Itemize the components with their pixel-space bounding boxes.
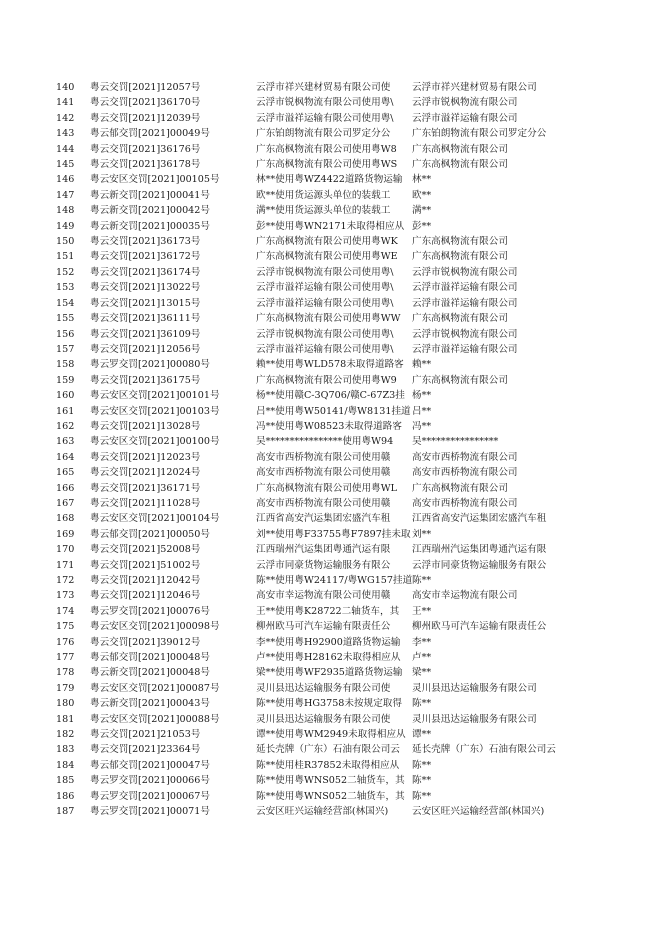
party-name: 广东高枫物流有限公司 <box>412 236 508 248</box>
case-party-description: 广东高枫物流有限公司使用粤W8 <box>256 143 397 155</box>
document-number: 粤云罗交罚[2021]00071号 <box>90 806 210 818</box>
party-name: 云浮市溢祥运输有限公司 <box>412 282 518 294</box>
party-name: 云浮市锐枫物流有限公司 <box>412 328 518 340</box>
document-number: 粤云交罚[2021]36171号 <box>90 482 201 494</box>
table-row <box>56 681 586 696</box>
case-party-description: 陈**使用桂R37852未取得相应从 <box>256 759 400 771</box>
table-row <box>56 172 586 187</box>
row-number: 179 <box>56 682 75 694</box>
row-number: 152 <box>56 266 75 278</box>
party-name: 云浮市锐枫物流有限公司 <box>412 97 518 109</box>
document-number: 粤云交罚[2021]12042号 <box>90 575 201 586</box>
row-number: 187 <box>56 806 75 818</box>
row-number: 176 <box>56 636 75 648</box>
table-row <box>56 342 586 357</box>
document-number: 粤云交罚[2021]12024号 <box>90 467 201 479</box>
party-name: 广东高枫物流有限公司 <box>412 313 508 325</box>
party-name: 陈** <box>412 575 432 586</box>
row-number: 146 <box>56 174 75 186</box>
table-row <box>56 280 586 295</box>
case-party-description: 云浮市锐枫物流有限公司使用粤\ <box>256 328 394 340</box>
document-number: 粤云新交罚[2021]00048号 <box>90 667 210 679</box>
party-name: 谭** <box>412 729 432 741</box>
party-name: 陈** <box>412 775 432 787</box>
case-party-description: 高安市西桥物流有限公司使用赣 <box>256 451 391 463</box>
table-row <box>56 696 586 711</box>
document-number: 粤云安区交罚[2021]00105号 <box>90 174 220 186</box>
table-row <box>56 311 586 326</box>
party-name: 广东高枫物流有限公司 <box>412 159 508 171</box>
party-name: 林** <box>412 174 432 186</box>
case-party-description: 王**使用粤K28722二轴货车，其 <box>256 605 400 617</box>
party-name: 云浮市溢祥运输有限公司 <box>412 297 518 309</box>
case-party-description: 云浮市锐枫物流有限公司使用粤\ <box>256 97 394 109</box>
document-number: 粤云新交罚[2021]00035号 <box>90 220 210 232</box>
case-party-description: 云浮市同豪货物运输服务有限公 <box>256 559 391 571</box>
party-name: 吴**************** <box>412 436 499 448</box>
row-number: 167 <box>56 497 75 509</box>
document-number: 粤云新交罚[2021]00041号 <box>90 189 210 201</box>
table-row <box>56 758 586 773</box>
row-number: 159 <box>56 374 75 386</box>
row-number: 169 <box>56 528 75 540</box>
row-number: 141 <box>56 97 75 109</box>
table-row <box>56 188 586 203</box>
table-row <box>56 573 586 588</box>
case-party-description: 冯**使用粤W08523未取得道路客 <box>256 420 402 432</box>
case-party-description: 杨**使用赣C-3Q706/赣C-67Z3挂 <box>256 390 405 402</box>
party-name: 彭** <box>412 220 432 232</box>
document-number: 粤云安区交罚[2021]00098号 <box>90 621 220 633</box>
table-row <box>56 157 586 172</box>
document-number: 粤云安区交罚[2021]00100号 <box>90 436 220 448</box>
document-number: 粤云交罚[2021]36170号 <box>90 97 201 109</box>
table-row <box>56 80 586 95</box>
row-number: 160 <box>56 390 75 402</box>
row-number: 171 <box>56 559 75 571</box>
document-number: 粤云郁交罚[2021]00047号 <box>90 759 210 771</box>
row-number: 186 <box>56 790 75 802</box>
row-number: 180 <box>56 698 75 710</box>
document-number: 粤云交罚[2021]36173号 <box>90 236 201 248</box>
document-number: 粤云交罚[2021]23364号 <box>90 744 201 756</box>
table-row <box>56 434 586 449</box>
party-name: 赖** <box>412 359 432 371</box>
table-row <box>56 496 586 511</box>
table-row <box>56 234 586 249</box>
party-name: 广东高枫物流有限公司 <box>412 482 508 494</box>
row-number: 150 <box>56 236 75 248</box>
document-number: 粤云交罚[2021]12056号 <box>90 343 201 355</box>
table-row <box>56 95 586 110</box>
table-row <box>56 635 586 650</box>
table-row <box>56 111 586 126</box>
row-number: 155 <box>56 313 75 325</box>
table-row <box>56 773 586 788</box>
party-name: 灵川县迅达运输服务有限公司 <box>412 713 537 725</box>
row-number: 145 <box>56 159 75 171</box>
case-party-description: 高安市西桥物流有限公司使用赣 <box>256 497 391 509</box>
document-number: 粤云交罚[2021]39012号 <box>90 636 201 648</box>
table-row <box>56 327 586 342</box>
case-party-description: 柳州欧马可汽车运输有限责任公 <box>256 621 391 633</box>
party-name: 灵川县迅达运输服务有限公司 <box>412 682 537 694</box>
table-row <box>56 789 586 804</box>
document-number: 粤云交罚[2021]21053号 <box>90 729 201 741</box>
document-number: 粤云郁交罚[2021]00050号 <box>90 528 210 540</box>
party-name: 高安市西桥物流有限公司 <box>412 467 518 479</box>
table-row <box>56 650 586 665</box>
document-number: 粤云新交罚[2021]00043号 <box>90 698 210 710</box>
party-name: 广东高枫物流有限公司 <box>412 374 508 386</box>
document-number: 粤云罗交罚[2021]00066号 <box>90 775 210 787</box>
case-party-description: 陈**使用粤WNS052二轴货车，其 <box>256 790 405 802</box>
document-number: 粤云罗交罚[2021]00067号 <box>90 790 210 802</box>
party-name: 刘** <box>412 528 432 540</box>
row-number: 182 <box>56 729 75 741</box>
case-party-description: 云浮市溢祥运输有限公司使用粤\ <box>256 297 394 309</box>
document-number: 粤云交罚[2021]12039号 <box>90 112 201 124</box>
party-name: 高安市西桥物流有限公司 <box>412 497 518 509</box>
document-number: 粤云安区交罚[2021]00087号 <box>90 682 220 694</box>
party-name: 高安市西桥物流有限公司 <box>412 451 518 463</box>
row-number: 154 <box>56 297 75 309</box>
table-row <box>56 804 586 819</box>
case-party-description: 江西瑞州汽运集团粤通汽运有限 <box>256 544 391 556</box>
table-body <box>56 80 586 820</box>
party-name: 满** <box>412 205 432 217</box>
document-number: 粤云交罚[2021]51002号 <box>90 559 201 571</box>
row-number: 151 <box>56 251 75 263</box>
row-number: 157 <box>56 343 75 355</box>
case-party-description: 广东高枫物流有限公司使用粤W9 <box>256 374 397 386</box>
case-party-description: 陈**使用粤W24117/粤WG157挂道 <box>256 575 412 586</box>
case-party-description: 灵川县迅达运输服务有限公司使 <box>256 713 391 725</box>
case-party-description: 江西省高安汽运集团宏盛汽车租 <box>256 513 391 525</box>
row-number: 143 <box>56 128 75 140</box>
table-row <box>56 388 586 403</box>
document-number: 粤云交罚[2021]12046号 <box>90 590 201 602</box>
party-name: 广东铂朗物流有限公司罗定分公 <box>412 128 547 140</box>
document-number: 粤云交罚[2021]52008号 <box>90 544 201 556</box>
case-party-description: 赖**使用粤WLD578未取得道路客 <box>256 359 404 371</box>
party-name: 陈** <box>412 759 432 771</box>
case-party-description: 陈**使用粤HG3758未按规定取得 <box>256 698 402 710</box>
party-name: 梁** <box>412 667 432 679</box>
case-party-description: 陈**使用粤WNS052二轴货车，其 <box>256 775 405 787</box>
party-name: 欧** <box>412 189 432 201</box>
document-number: 粤云罗交罚[2021]00080号 <box>90 359 210 371</box>
row-number: 142 <box>56 112 75 124</box>
party-name: 云浮市同豪货物运输服务有限公 <box>412 559 547 571</box>
case-party-description: 吕**使用粤W50141/粤W8131挂道 <box>256 405 411 417</box>
party-name: 王** <box>412 605 432 617</box>
table-row <box>56 727 586 742</box>
party-name: 陈** <box>412 790 432 802</box>
row-number: 158 <box>56 359 75 371</box>
row-number: 185 <box>56 775 75 787</box>
party-name: 云浮市锐枫物流有限公司 <box>412 266 518 278</box>
case-party-description: 云浮市锐枫物流有限公司使用粤\ <box>256 266 394 278</box>
row-number: 177 <box>56 652 75 664</box>
party-name: 延长壳牌（广东）石油有限公司云 <box>412 744 556 756</box>
row-number: 147 <box>56 189 75 201</box>
case-party-description: 云浮市溢祥运输有限公司使用粤\ <box>256 282 394 294</box>
table-row <box>56 203 586 218</box>
row-number: 153 <box>56 282 75 294</box>
document-number: 粤云安区交罚[2021]00103号 <box>90 405 220 417</box>
document-number: 粤云交罚[2021]36174号 <box>90 266 201 278</box>
party-name: 杨** <box>412 390 432 402</box>
case-party-description: 高安市西桥物流有限公司使用赣 <box>256 467 391 479</box>
row-number: 165 <box>56 467 75 479</box>
row-number: 184 <box>56 759 75 771</box>
document-number: 粤云交罚[2021]36109号 <box>90 328 201 340</box>
party-name: 云安区旺兴运输经营部(林国兴) <box>412 806 545 818</box>
document-number: 粤云交罚[2021]13028号 <box>90 420 201 432</box>
table-row <box>56 588 586 603</box>
table-row <box>56 665 586 680</box>
case-party-description: 广东铂朗物流有限公司罗定分公 <box>256 128 391 140</box>
table-row <box>56 126 586 141</box>
case-party-description: 广东高枫物流有限公司使用粤WS <box>256 159 398 171</box>
row-number: 162 <box>56 420 75 432</box>
document-number: 粤云交罚[2021]12057号 <box>90 82 201 93</box>
document-number: 粤云交罚[2021]36111号 <box>90 313 201 325</box>
document-number: 粤云安区交罚[2021]00104号 <box>90 513 220 525</box>
row-number: 183 <box>56 744 75 756</box>
row-number: 148 <box>56 205 75 217</box>
document-number: 粤云交罚[2021]36178号 <box>90 159 201 171</box>
table-row <box>56 265 586 280</box>
table-row <box>56 527 586 542</box>
table-row <box>56 604 586 619</box>
case-party-description: 彭**使用粤WN2171未取得相应从 <box>256 220 405 232</box>
table-row <box>56 450 586 465</box>
document-number: 粤云罗交罚[2021]00076号 <box>90 605 210 617</box>
party-name: 云浮市溢祥运输有限公司 <box>412 112 518 124</box>
case-party-description: 满**使用货运源头单位的装载工 <box>256 205 391 217</box>
table-row <box>56 219 586 234</box>
case-party-description: 云浮市溢祥运输有限公司使用粤\ <box>256 343 394 355</box>
party-name: 广东高枫物流有限公司 <box>412 143 508 155</box>
table-row <box>56 419 586 434</box>
case-party-description: 李**使用粤H92900道路货物运输 <box>256 636 401 648</box>
party-name: 卢** <box>412 652 432 664</box>
table-row <box>56 249 586 264</box>
party-name: 江西省高安汽运集团宏盛汽车租 <box>412 513 547 525</box>
row-number: 170 <box>56 544 75 556</box>
row-number: 140 <box>56 82 75 93</box>
row-number: 174 <box>56 605 75 617</box>
document-number: 粤云交罚[2021]13022号 <box>90 282 201 294</box>
row-number: 164 <box>56 451 75 463</box>
row-number: 168 <box>56 513 75 525</box>
table-row <box>56 481 586 496</box>
case-party-description: 云安区旺兴运输经营部(林国兴) <box>256 806 389 818</box>
case-party-description: 云浮市溢祥运输有限公司使用粤\ <box>256 112 394 124</box>
document-number: 粤云交罚[2021]13015号 <box>90 297 201 309</box>
table-row <box>56 404 586 419</box>
party-name: 云浮市祥兴建材贸易有限公司 <box>412 82 537 93</box>
document-number: 粤云郁交罚[2021]00048号 <box>90 652 210 664</box>
table-row <box>56 619 586 634</box>
case-party-description: 刘**使用粤F33755粤F7897挂未取 <box>256 528 411 540</box>
case-party-description: 谭**使用粤WM2949未取得相应从 <box>256 729 406 741</box>
document-number: 粤云交罚[2021]11028号 <box>90 497 201 509</box>
party-name: 江西瑞州汽运集团粤通汽运有限 <box>412 544 547 556</box>
document-number: 粤云新交罚[2021]00042号 <box>90 205 210 217</box>
table-row <box>56 373 586 388</box>
case-party-description: 卢**使用粤H28162未取得相应从 <box>256 652 401 664</box>
case-party-description: 云浮市祥兴建材贸易有限公司使 <box>256 82 391 93</box>
party-name: 吕** <box>412 405 432 417</box>
document-number: 粤云交罚[2021]36175号 <box>90 374 201 386</box>
case-party-description: 广东高枫物流有限公司使用粤WE <box>256 251 398 263</box>
document-number: 粤云交罚[2021]36176号 <box>90 143 201 155</box>
party-name: 陈** <box>412 698 432 710</box>
row-number: 144 <box>56 143 75 155</box>
row-number: 173 <box>56 590 75 602</box>
row-number: 149 <box>56 220 75 232</box>
case-party-description: 灵川县迅达运输服务有限公司使 <box>256 682 391 694</box>
row-number: 156 <box>56 328 75 340</box>
case-party-description: 吴****************使用粤W94 <box>256 436 394 448</box>
table-row <box>56 357 586 372</box>
penalty-records-table <box>56 80 586 820</box>
case-party-description: 广东高枫物流有限公司使用粤WL <box>256 482 397 494</box>
table-row <box>56 742 586 757</box>
table-row <box>56 712 586 727</box>
party-name: 李** <box>412 636 432 648</box>
case-party-description: 林**使用粤WZ4422道路货物运输 <box>256 174 403 186</box>
document-number: 粤云安区交罚[2021]00101号 <box>90 390 220 402</box>
document-number: 粤云交罚[2021]12023号 <box>90 451 201 463</box>
table-row <box>56 465 586 480</box>
party-name: 冯** <box>412 420 432 432</box>
row-number: 172 <box>56 575 75 586</box>
row-number: 175 <box>56 621 75 633</box>
case-party-description: 广东高枫物流有限公司使用粤WK <box>256 236 398 248</box>
party-name: 柳州欧马可汽车运输有限责任公 <box>412 621 547 633</box>
case-party-description: 广东高枫物流有限公司使用粤WW <box>256 313 401 325</box>
table-row <box>56 542 586 557</box>
case-party-description: 欧**使用货运源头单位的装载工 <box>256 189 391 201</box>
document-number: 粤云安区交罚[2021]00088号 <box>90 713 220 725</box>
row-number: 178 <box>56 667 75 679</box>
document-number: 粤云郁交罚[2021]00049号 <box>90 128 210 140</box>
table-row <box>56 511 586 526</box>
row-number: 166 <box>56 482 75 494</box>
case-party-description: 梁**使用粤WF2935道路货物运输 <box>256 667 403 679</box>
table-row <box>56 142 586 157</box>
party-name: 高安市幸运物流有限公司 <box>412 590 518 602</box>
row-number: 163 <box>56 436 75 448</box>
document-number: 粤云交罚[2021]36172号 <box>90 251 201 263</box>
table-row <box>56 558 586 573</box>
table-row <box>56 296 586 311</box>
party-name: 广东高枫物流有限公司 <box>412 251 508 263</box>
row-number: 161 <box>56 405 75 417</box>
case-party-description: 延长壳牌（广东）石油有限公司云 <box>256 744 400 756</box>
row-number: 181 <box>56 713 75 725</box>
party-name: 云浮市溢祥运输有限公司 <box>412 343 518 355</box>
case-party-description: 高安市幸运物流有限公司使用赣 <box>256 590 391 602</box>
